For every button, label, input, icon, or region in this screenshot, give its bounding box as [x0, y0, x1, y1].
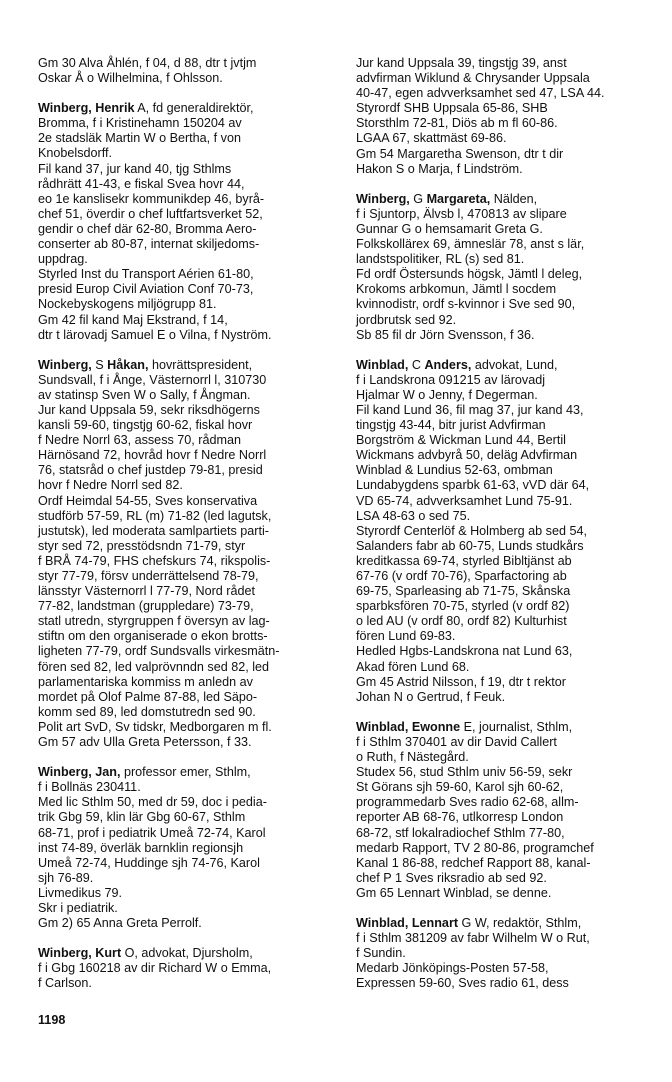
- text-line: [38, 297, 343, 312]
- text-line: [356, 750, 661, 765]
- text-line: [356, 810, 661, 825]
- text-line: [356, 614, 661, 629]
- text-line: [38, 328, 343, 343]
- biography-entry: [38, 101, 343, 343]
- text-segment: jordbrutsk sed 92.: [356, 312, 457, 327]
- biography-entry: [38, 358, 343, 750]
- text-line: [356, 297, 661, 312]
- text-line: [38, 675, 343, 690]
- text-segment: A, fd generaldirektör,: [134, 101, 254, 116]
- text-line: [356, 131, 661, 146]
- text-segment: St Görans sjh 59-60, Karol sjh 60-62,: [356, 780, 564, 795]
- text-line: [38, 644, 343, 659]
- text-segment: studförb 57-59, RL (m) 71-82 (led lagutsk,: [38, 508, 272, 523]
- text-segment: f i Sjuntorp, Älvsb l, 470813 av slipare: [356, 206, 567, 221]
- text-line: [356, 856, 661, 871]
- text-line: [38, 509, 343, 524]
- text-line: [356, 629, 661, 644]
- text-segment: Gm 65 Lennart Winblad, se denne.: [356, 885, 552, 900]
- text-segment: justutsk), led moderata samlpartiets parti-: [38, 523, 269, 538]
- text-segment: f i Bollnäs 230411.: [38, 780, 141, 795]
- text-segment: E, journalist, Sthlm,: [460, 719, 573, 734]
- text-segment: chef 51, överdir o chef luftfartsverket 52,: [38, 206, 263, 221]
- text-line: [38, 388, 343, 403]
- text-segment: f Sundin.: [356, 946, 406, 961]
- text-segment: f i Sthlm 381209 av fabr Wilhelm W o Rut,: [356, 931, 590, 946]
- biography-entry: [38, 946, 343, 991]
- text-segment: Jur kand Uppsala 59, sekr riksdhögerns: [38, 402, 260, 417]
- text-segment: hovrättspresident,: [148, 357, 253, 372]
- text-segment: reporter AB 68-76, utlkorresp London: [356, 810, 564, 825]
- text-segment: presid Europ Civil Aviation Conf 70-73,: [38, 282, 254, 297]
- text-line: [38, 524, 343, 539]
- text-segment: Gm 57 adv Ulla Greta Petersson, f 33.: [38, 735, 252, 750]
- text-segment: f i Gbg 160218 av dir Richard W o Emma,: [38, 961, 272, 976]
- text-segment: f i Landskrona 091215 av lärovadj: [356, 372, 546, 387]
- text-line: [356, 675, 661, 690]
- text-segment: 2e stadsläk Martin W o Bertha, f von: [38, 131, 241, 146]
- text-line: [38, 916, 343, 931]
- text-line: [38, 780, 343, 795]
- text-line: [38, 177, 343, 192]
- page-number: 1198: [38, 1013, 66, 1027]
- text-line: [38, 146, 343, 161]
- text-segment: Gm 54 Margaretha Swenson, dtr t dir: [356, 146, 564, 161]
- text-segment: Oskar Å o Wilhelmina, f Ohlsson.: [38, 71, 223, 86]
- text-segment: Nockebyskogens miljögrupp 81.: [38, 297, 217, 312]
- text-segment: Fd ordf Östersunds högsk, Jämtl l deleg,: [356, 267, 583, 282]
- text-segment: ligheten 77-79, ordf Sundsvalls virkesmätn-: [38, 644, 280, 659]
- biography-entry: [38, 765, 343, 931]
- text-line: [38, 690, 343, 705]
- text-segment: mordet på Olof Palme 87-88, led Säpo-: [38, 689, 258, 704]
- biography-entry: [38, 56, 343, 86]
- text-line: [356, 524, 661, 539]
- entry-headword: Winberg, Kurt: [38, 946, 122, 961]
- text-line: [38, 901, 343, 916]
- text-segment: 68-72, stf lokalradiochef Sthlm 77-80,: [356, 825, 565, 840]
- text-line: [356, 358, 661, 373]
- text-line: [356, 931, 661, 946]
- text-line: [38, 871, 343, 886]
- text-segment: Kanal 1 86-88, redchef Rapport 88, kanal-: [356, 855, 591, 870]
- text-line: [38, 795, 343, 810]
- text-line: [356, 599, 661, 614]
- text-segment: Styrordf Centerlöf & Holmberg ab sed 54,: [356, 523, 587, 538]
- text-segment: gendir o chef där 62-80, Bromma Aero-: [38, 221, 257, 236]
- text-line: [38, 705, 343, 720]
- text-segment: kvinnodistr, ordf s-kvinnor i Sve sed 90,: [356, 297, 576, 312]
- text-line: [356, 267, 661, 282]
- text-segment: länsstyr Västernorrl l 77-79, Nord rådet: [38, 584, 255, 599]
- text-segment: Expressen 59-60, Sves radio 61, dess: [356, 976, 569, 991]
- text-line: [356, 826, 661, 841]
- text-line: [38, 116, 343, 131]
- text-segment: Gm 30 Alva Åhlén, f 04, d 88, dtr t jvtjm: [38, 56, 257, 70]
- text-line: [356, 207, 661, 222]
- text-line: [356, 478, 661, 493]
- text-segment: uppdrag.: [38, 252, 88, 267]
- text-line: [38, 494, 343, 509]
- entry-headword: Margareta,: [426, 191, 491, 206]
- text-segment: o Ruth, f Nästegård.: [356, 750, 469, 765]
- text-segment: Wickmans advbyrå 50, deläg Advfirman: [356, 448, 578, 463]
- text-line: [356, 795, 661, 810]
- text-segment: Hakon S o Marja, f Lindström.: [356, 161, 523, 176]
- text-line: [38, 222, 343, 237]
- text-segment: 76, statsråd o chef justdep 79-81, presid: [38, 463, 263, 478]
- text-segment: Styrordf SHB Uppsala 65-86, SHB: [356, 101, 548, 116]
- text-line: [356, 448, 661, 463]
- text-line: [38, 418, 343, 433]
- text-segment: Sundsvall, f i Ånge, Västernorrl l, 310730: [38, 372, 267, 387]
- entry-headword: Winberg, Henrik: [38, 101, 135, 116]
- text-line: [356, 313, 661, 328]
- text-line: [38, 71, 343, 86]
- text-line: [356, 841, 661, 856]
- text-line: [356, 735, 661, 750]
- text-line: [356, 660, 661, 675]
- entry-headword: Winberg, Jan,: [38, 765, 121, 780]
- text-segment: LSA 48-63 o sed 75.: [356, 508, 471, 523]
- text-segment: LGAA 67, skattmäst 69-86.: [356, 131, 507, 146]
- text-segment: 69-75, Sparleasing ab 71-75, Skånska: [356, 584, 571, 599]
- text-segment: Hjalmar W o Jenny, f Degerman.: [356, 387, 538, 402]
- text-segment: eo 1e kanslisekr kommunikdep 46, byrå-: [38, 191, 265, 206]
- text-segment: kreditkassa 69-74, styrled Bibltjänst ab: [356, 553, 572, 568]
- text-line: [356, 403, 661, 418]
- text-segment: Polit art SvD, Sv tidskr, Medborgaren m fl.: [38, 719, 272, 734]
- text-line: [356, 222, 661, 237]
- text-line: [38, 841, 343, 856]
- text-line: [356, 916, 661, 931]
- text-line: [356, 147, 661, 162]
- text-segment: stiftn om den organiserade o ekon brotts-: [38, 629, 268, 644]
- text-segment: Ordf Heimdal 54-55, Sves konservativa: [38, 493, 258, 508]
- text-line: [356, 373, 661, 388]
- text-segment: Livmedikus 79.: [38, 885, 122, 900]
- text-line: [38, 403, 343, 418]
- text-segment: chef P 1 Sves riksradio ab sed 92.: [356, 870, 547, 885]
- text-line: [356, 946, 661, 961]
- entry-headword: Anders,: [424, 357, 472, 372]
- text-segment: Knobelsdorff.: [38, 146, 112, 161]
- text-line: [356, 192, 661, 207]
- text-segment: parlamentariska kommiss m anledn av: [38, 674, 253, 689]
- text-segment: f BRÅ 74-79, FHS chefskurs 74, rikspolis-: [38, 553, 271, 568]
- text-segment: 40-47, egen advverksamhet sed 47, LSA 44.: [356, 86, 605, 101]
- text-segment: Umeå 72-74, Huddinge sjh 74-76, Karol: [38, 855, 260, 870]
- text-segment: kansli 59-60, tingstjg 60-62, fiskal hovr: [38, 418, 253, 433]
- text-segment: Fil kand Lund 36, fil mag 37, jur kand 43,: [356, 402, 584, 417]
- text-line: [38, 313, 343, 328]
- text-segment: Styrled Inst du Transport Aérien 61-80,: [38, 267, 254, 282]
- text-segment: 68-71, prof i pediatrik Umeå 72-74, Karol: [38, 825, 266, 840]
- text-line: [38, 554, 343, 569]
- biography-entry: [356, 192, 661, 343]
- text-segment: Krokoms arbkomun, Jämtl l socdem: [356, 282, 557, 297]
- text-segment: Gunnar G o hemsamarit Greta G.: [356, 221, 543, 236]
- text-line: [356, 765, 661, 780]
- text-line: [356, 86, 661, 101]
- text-segment: C: [408, 357, 425, 372]
- text-segment: o led AU (v ordf 80, ordf 82) Kulturhist: [356, 614, 567, 629]
- biography-entry: [356, 916, 661, 991]
- text-segment: Härnösand 72, hovråd hovr f Nedre Norrl: [38, 448, 267, 463]
- text-line: [38, 946, 343, 961]
- text-line: [38, 584, 343, 599]
- text-segment: VD 65-74, advverksamhet Lund 75-91.: [356, 493, 573, 508]
- text-segment: Lundabygdens sparbk 61-63, vVD där 64,: [356, 478, 590, 493]
- text-line: [356, 418, 661, 433]
- text-segment: komm sed 89, led domstutredn sed 90.: [38, 704, 256, 719]
- text-segment: sparbksfören 70-75, styrled (v ordf 82): [356, 599, 570, 614]
- entry-headword: Winberg,: [356, 191, 410, 206]
- text-segment: G: [409, 191, 427, 206]
- text-line: [38, 765, 343, 780]
- text-segment: O, advokat, Djursholm,: [121, 946, 253, 961]
- text-line: [356, 584, 661, 599]
- text-segment: dtr t lärovadj Samuel E o Vilna, f Nyström.: [38, 327, 272, 342]
- text-line: [38, 207, 343, 222]
- text-segment: fören sed 82, led valprövnndn sed 82, led: [38, 659, 270, 674]
- text-line: [38, 448, 343, 463]
- text-line: [356, 71, 661, 86]
- text-segment: Gm 2) 65 Anna Greta Perrolf.: [38, 916, 202, 931]
- text-segment: Medarb Jönköpings-Posten 57-58,: [356, 961, 549, 976]
- text-line: [38, 56, 343, 71]
- text-line: [356, 252, 661, 267]
- text-line: [356, 569, 661, 584]
- text-segment: Salanders fabr ab 60-75, Lunds studkårs: [356, 538, 584, 553]
- text-line: [38, 886, 343, 901]
- text-line: [356, 328, 661, 343]
- text-segment: Gm 42 fil kand Maj Ekstrand, f 14,: [38, 312, 228, 327]
- text-line: [356, 433, 661, 448]
- text-segment: statl utredn, styrgruppen f översyn av lag-: [38, 614, 270, 629]
- text-line: [38, 433, 343, 448]
- text-line: [38, 478, 343, 493]
- text-line: [356, 690, 661, 705]
- text-line: [38, 192, 343, 207]
- text-line: [38, 720, 343, 735]
- text-line: [356, 56, 661, 71]
- text-segment: Skr i pediatrik.: [38, 900, 118, 915]
- text-segment: Gm 45 Astrid Nilsson, f 19, dtr t rektor: [356, 674, 566, 689]
- text-line: [38, 237, 343, 252]
- text-line: [356, 961, 661, 976]
- text-segment: Borgström & Wickman Lund 44, Bertil: [356, 433, 566, 448]
- text-segment: rådhrätt 41-43, e fiskal Svea hovr 44,: [38, 176, 245, 191]
- text-segment: S: [91, 357, 108, 372]
- text-segment: Winblad & Lundius 52-63, ombman: [356, 463, 553, 478]
- text-line: [356, 644, 661, 659]
- text-segment: f Nedre Norrl 63, assess 70, rådman: [38, 433, 241, 448]
- text-segment: f Carlson.: [38, 976, 92, 991]
- text-line: [38, 961, 343, 976]
- text-segment: Studex 56, stud Sthlm univ 56-59, sekr: [356, 765, 573, 780]
- text-line: [38, 267, 343, 282]
- text-line: [38, 162, 343, 177]
- text-segment: av statinsp Sven W o Sally, f Ångman.: [38, 387, 251, 402]
- text-line: [356, 509, 661, 524]
- text-line: [356, 539, 661, 554]
- text-line: [38, 463, 343, 478]
- text-line: [38, 131, 343, 146]
- text-line: [38, 629, 343, 644]
- biography-entry: [356, 56, 661, 177]
- text-segment: Storsthlm 72-81, Diös ab m fl 60-86.: [356, 116, 558, 131]
- text-segment: professor emer, Sthlm,: [120, 765, 251, 780]
- text-line: [38, 358, 343, 373]
- text-segment: Hedled Hgbs-Landskrona nat Lund 63,: [356, 644, 573, 659]
- text-segment: Fil kand 37, jur kand 40, tjg Sthlms: [38, 161, 232, 176]
- text-line: [356, 101, 661, 116]
- text-line: [38, 373, 343, 388]
- text-line: [38, 539, 343, 554]
- text-line: [356, 237, 661, 252]
- text-segment: programmedarb Sves radio 62-68, allm-: [356, 795, 579, 810]
- text-segment: hovr f Nedre Norrl sed 82.: [38, 478, 183, 493]
- text-segment: f i Sthlm 370401 av dir David Callert: [356, 734, 557, 749]
- text-segment: styr sed 72, presstödsndn 71-79, styr: [38, 538, 246, 553]
- text-segment: conserter ab 80-87, internat skiljedoms-: [38, 237, 260, 252]
- text-segment: styr 77-79, försv underrättelsend 78-79,: [38, 569, 259, 583]
- left-column: [38, 56, 343, 1006]
- text-segment: advfirman Wiklund & Chrysander Uppsala: [356, 71, 590, 86]
- text-line: [356, 162, 661, 177]
- biography-entry: [356, 720, 661, 901]
- right-column: [356, 56, 661, 1006]
- text-line: [38, 599, 343, 614]
- text-line: [38, 826, 343, 841]
- text-segment: Akad fören Lund 68.: [356, 659, 470, 674]
- text-segment: Bromma, f i Kristinehamn 150204 av: [38, 116, 242, 131]
- text-segment: Nälden,: [490, 191, 538, 206]
- text-segment: tingstjg 43-44, bitr jurist Advfirman: [356, 418, 546, 433]
- text-line: [38, 976, 343, 991]
- text-line: [38, 660, 343, 675]
- text-segment: G W, redaktör, Sthlm,: [458, 915, 582, 930]
- text-line: [38, 252, 343, 267]
- text-segment: landstspolitiker, RL (s) sed 81.: [356, 252, 525, 267]
- biography-entry: [356, 358, 661, 705]
- text-segment: Johan N o Gertrud, f Feuk.: [356, 689, 506, 704]
- text-line: [38, 856, 343, 871]
- text-line: [38, 735, 343, 750]
- text-line: [356, 976, 661, 991]
- entry-headword: Winblad, Lennart: [356, 915, 459, 930]
- entry-headword: Winblad, Ewonne: [356, 719, 461, 734]
- text-segment: Sb 85 fil dr Jörn Svensson, f 36.: [356, 327, 535, 342]
- text-line: [356, 554, 661, 569]
- text-segment: 67-76 (v ordf 70-76), Sparfactoring ab: [356, 569, 567, 583]
- text-line: [356, 871, 661, 886]
- text-line: [356, 282, 661, 297]
- text-segment: Folkskollärex 69, ämneslär 78, anst s lär,: [356, 237, 585, 252]
- text-line: [38, 614, 343, 629]
- text-segment: 77-82, landstman (gruppledare) 73-79,: [38, 599, 254, 614]
- text-line: [38, 282, 343, 297]
- entry-headword: Winberg,: [38, 357, 92, 372]
- text-line: [38, 569, 343, 584]
- text-segment: advokat, Lund,: [471, 357, 558, 372]
- text-line: [356, 388, 661, 403]
- text-line: [356, 886, 661, 901]
- text-segment: fören Lund 69-83.: [356, 629, 456, 644]
- text-segment: sjh 76-89.: [38, 870, 94, 885]
- text-line: [38, 810, 343, 825]
- text-segment: medarb Rapport, TV 2 80-86, programchef: [356, 840, 594, 855]
- text-line: [38, 101, 343, 116]
- text-segment: Med lic Sthlm 50, med dr 59, doc i pedia-: [38, 795, 267, 810]
- text-line: [356, 494, 661, 509]
- entry-headword: Winblad,: [356, 357, 409, 372]
- text-line: [356, 116, 661, 131]
- text-segment: trik Gbg 59, klin lär Gbg 60-67, Sthlm: [38, 810, 246, 825]
- text-line: [356, 720, 661, 735]
- text-segment: Jur kand Uppsala 39, tingstjg 39, anst: [356, 56, 567, 70]
- text-line: [356, 463, 661, 478]
- entry-headword: Håkan,: [107, 357, 149, 372]
- text-line: [356, 780, 661, 795]
- text-segment: inst 74-89, överläk barnklin regionsjh: [38, 840, 244, 855]
